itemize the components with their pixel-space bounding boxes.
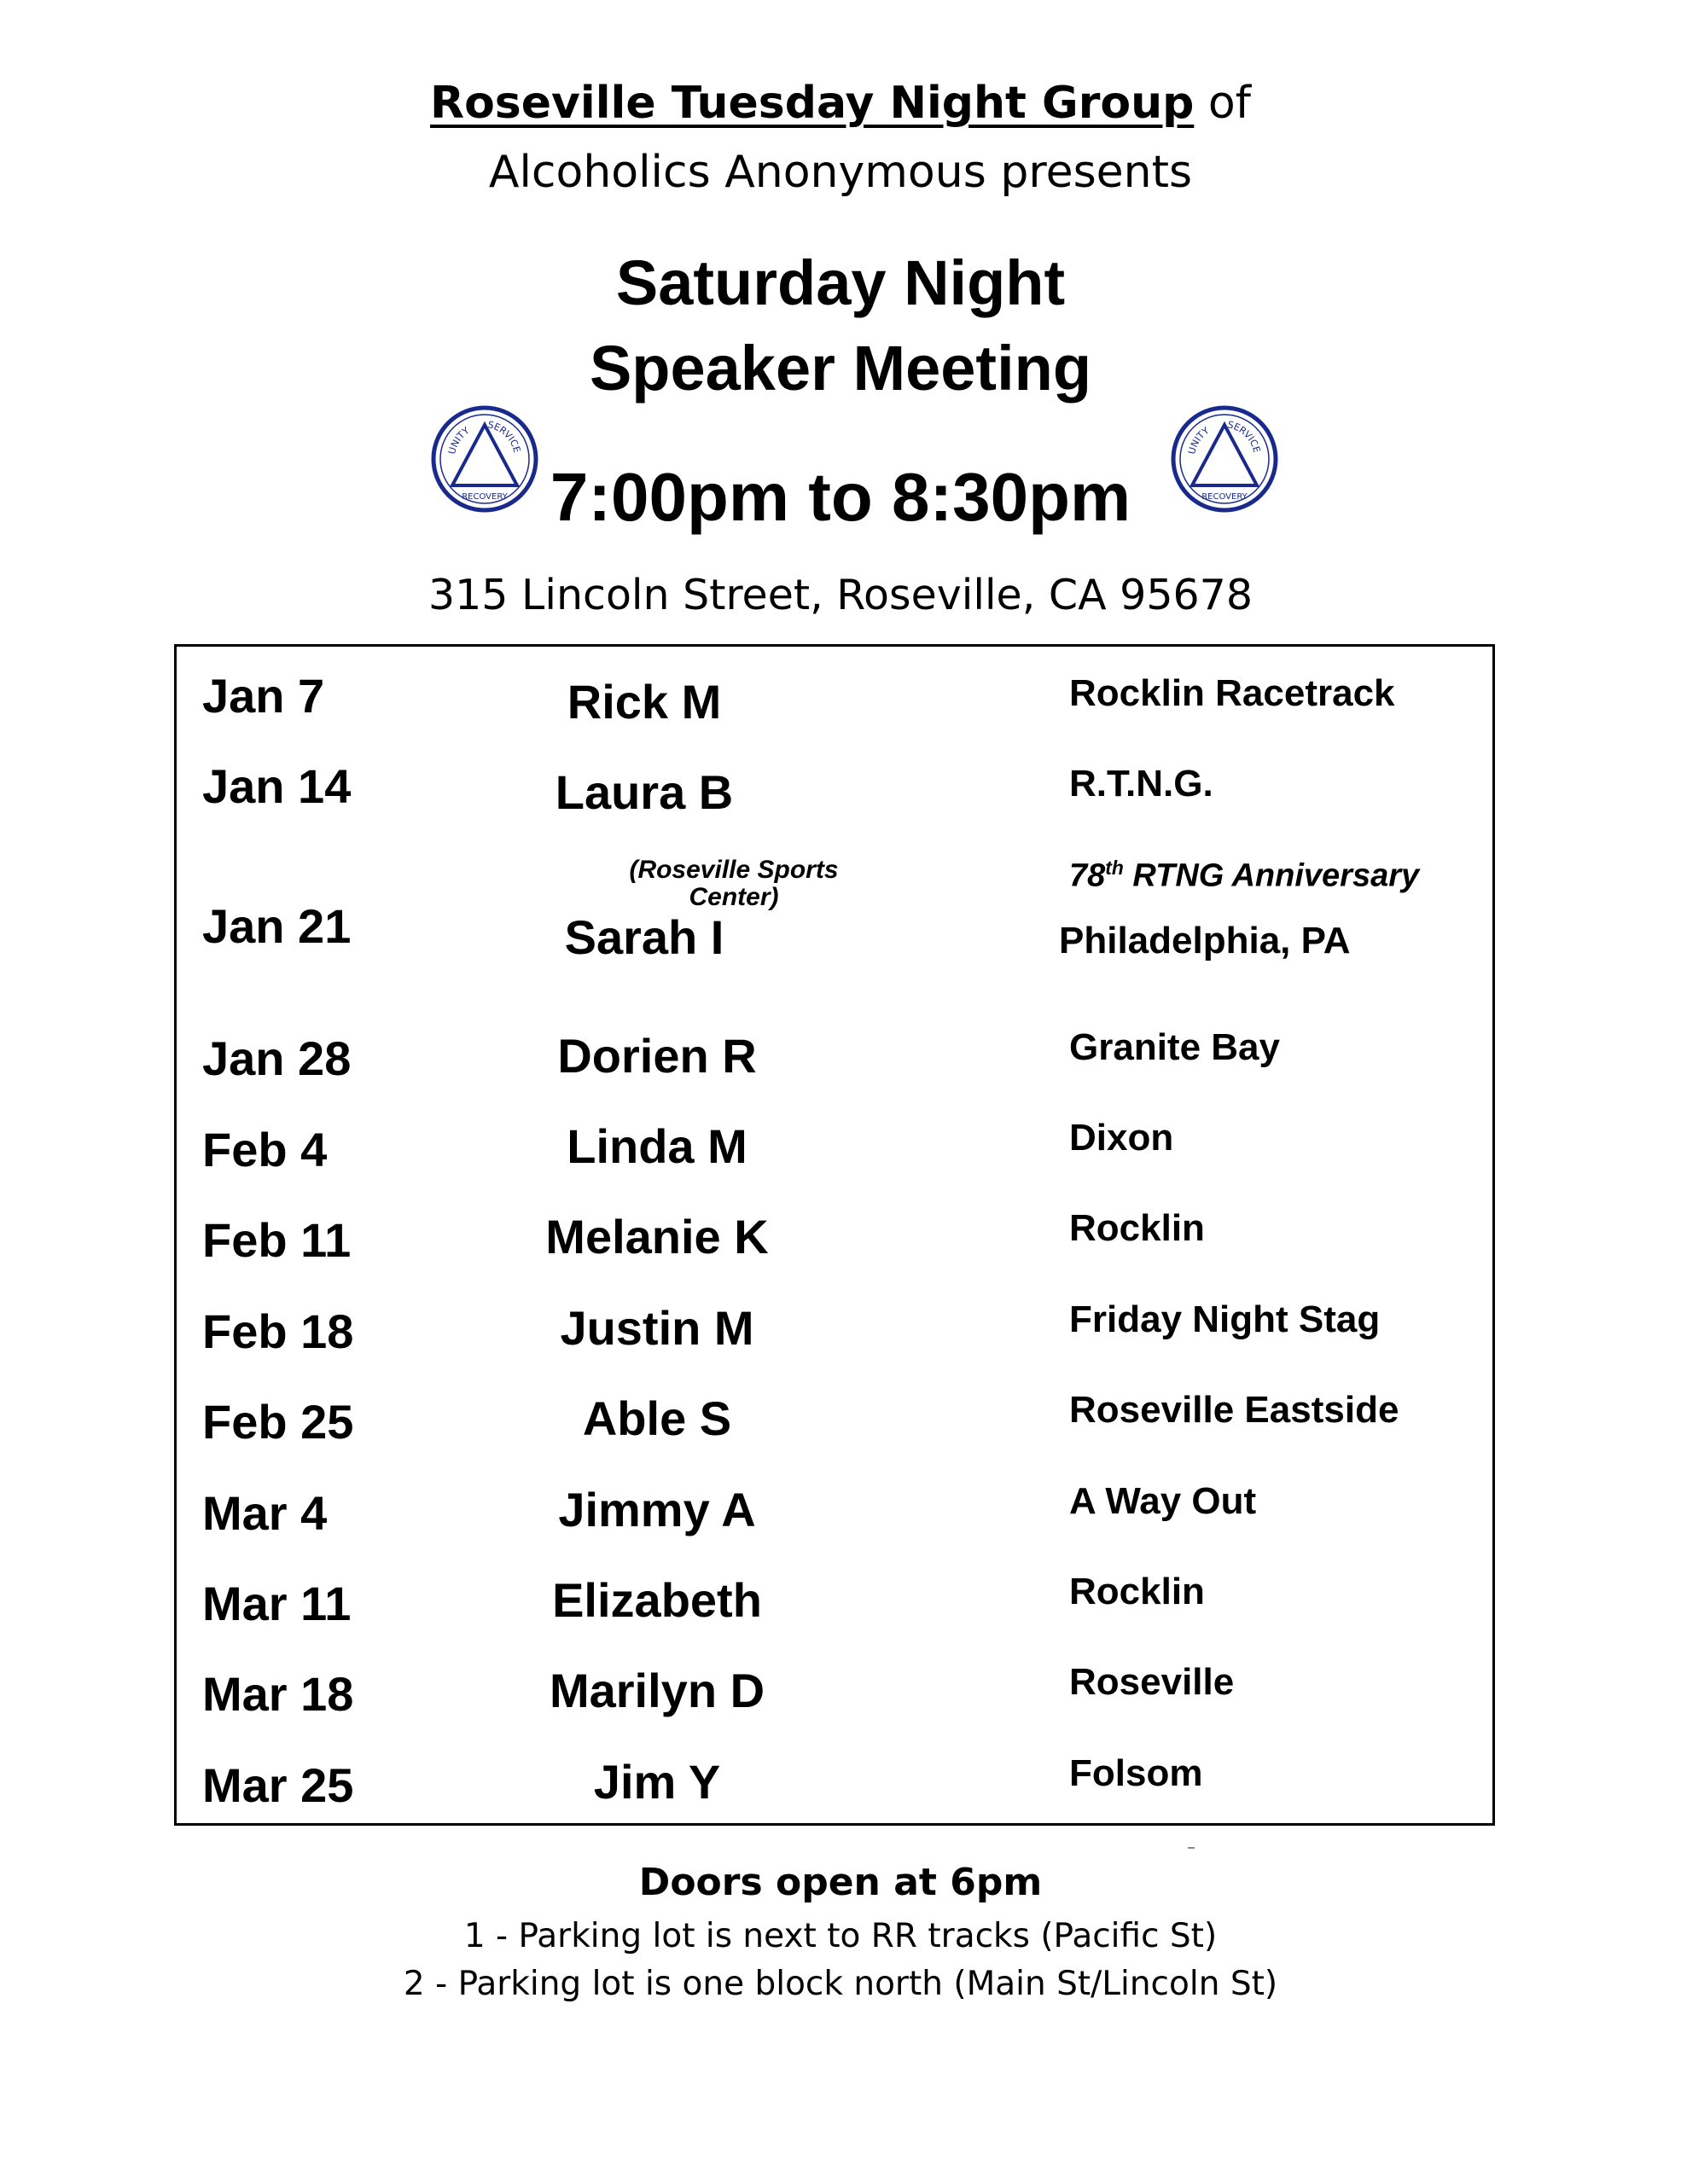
logo-word-unity: UNITY [1186,425,1212,456]
schedule-speaker: Linda M [567,1119,747,1173]
event-title-line-1: Saturday Night [615,247,1066,318]
event-address: 315 Lincoln Street, Roseville, CA 95678 [428,571,1253,619]
schedule-date: Feb 25 [202,1395,354,1449]
schedule-speaker: Marilyn D [549,1664,765,1717]
group-name: Roseville Tuesday Night Group [430,78,1195,129]
aa-logo-right [1169,404,1280,514]
schedule-speaker: Jimmy A [558,1483,756,1536]
schedule-date: Feb 11 [202,1213,352,1267]
schedule-location-note [1069,858,1419,892]
stray-mark [1188,1847,1195,1849]
parking-note-1: 1 - Parking lot is next to RR tracks (Pacific St) [463,1917,1218,1955]
schedule-speaker: Elizabeth [552,1573,762,1627]
schedule-location: Rocklin Racetrack [1069,672,1395,714]
schedule-location: R.T.N.G. [1069,763,1213,804]
header-line-1 [0,78,1681,129]
schedule-date: Jan 28 [202,1031,352,1085]
schedule-location: A Way Out [1069,1480,1257,1522]
schedule-speaker: Jim Y [593,1755,721,1809]
event-time: 7:00pm to 8:30pm [550,459,1131,535]
schedule-speaker: Rick M [567,675,722,729]
schedule-date: Mar 18 [202,1667,354,1721]
logo-word-recovery: RECOVERY [462,492,508,502]
schedule-location: Rocklin [1069,1571,1205,1612]
parking-note-2: 2 - Parking lot is one block north (Main St/Lincoln St) [403,1965,1278,2003]
schedule-location: Roseville [1069,1661,1235,1703]
header-line-2: Alcoholics Anonymous presents [488,147,1193,198]
schedule-speaker: Sarah I [564,910,724,964]
schedule-date: Jan 7 [202,669,325,723]
schedule-location: Roseville Eastside [1069,1389,1399,1431]
doors-open-notice: Doors open at 6pm [638,1861,1043,1904]
schedule-speaker: Laura B [555,765,734,819]
schedule-location: Philadelphia, PA [1059,920,1351,961]
schedule-date: Feb 4 [202,1123,328,1176]
location-note-number: 78 [1069,857,1106,894]
schedule-date: Feb 18 [202,1304,354,1358]
logo-word-service: SERVICE [1226,419,1263,455]
schedule-location: Dixon [1069,1117,1174,1159]
schedule-date: Mar 4 [202,1486,328,1540]
schedule-speaker: Justin M [560,1301,754,1355]
svg-text:UNITY [446,425,472,456]
event-title-line-2: Speaker Meeting [589,333,1092,404]
schedule-date: Jan 21 [202,899,352,953]
logo-word-unity: UNITY [446,425,472,456]
schedule-speaker: Melanie K [545,1210,769,1263]
schedule-location: Rocklin [1069,1207,1205,1249]
schedule-location: Friday Night Stag [1069,1298,1381,1340]
schedule-date: Mar 11 [202,1577,352,1630]
schedule-location: Folsom [1069,1752,1203,1794]
schedule-speaker-note: (Roseville Sports Center) [629,856,839,911]
schedule-date: Mar 25 [202,1758,354,1812]
logo-word-service: SERVICE [486,419,523,455]
schedule-date: Jan 14 [202,759,352,813]
schedule-speaker: Able S [582,1391,732,1445]
schedule-table [174,644,1495,1826]
schedule-location: Granite Bay [1069,1026,1280,1068]
svg-text:UNITY [1186,425,1212,456]
location-note-text: RTNG Anniversary [1132,857,1420,894]
logo-word-recovery: RECOVERY [1201,492,1248,502]
header-line-1-suffix: of [1194,78,1251,129]
location-note-ordinal: th [1105,857,1124,879]
schedule-speaker: Dorien R [557,1029,757,1083]
